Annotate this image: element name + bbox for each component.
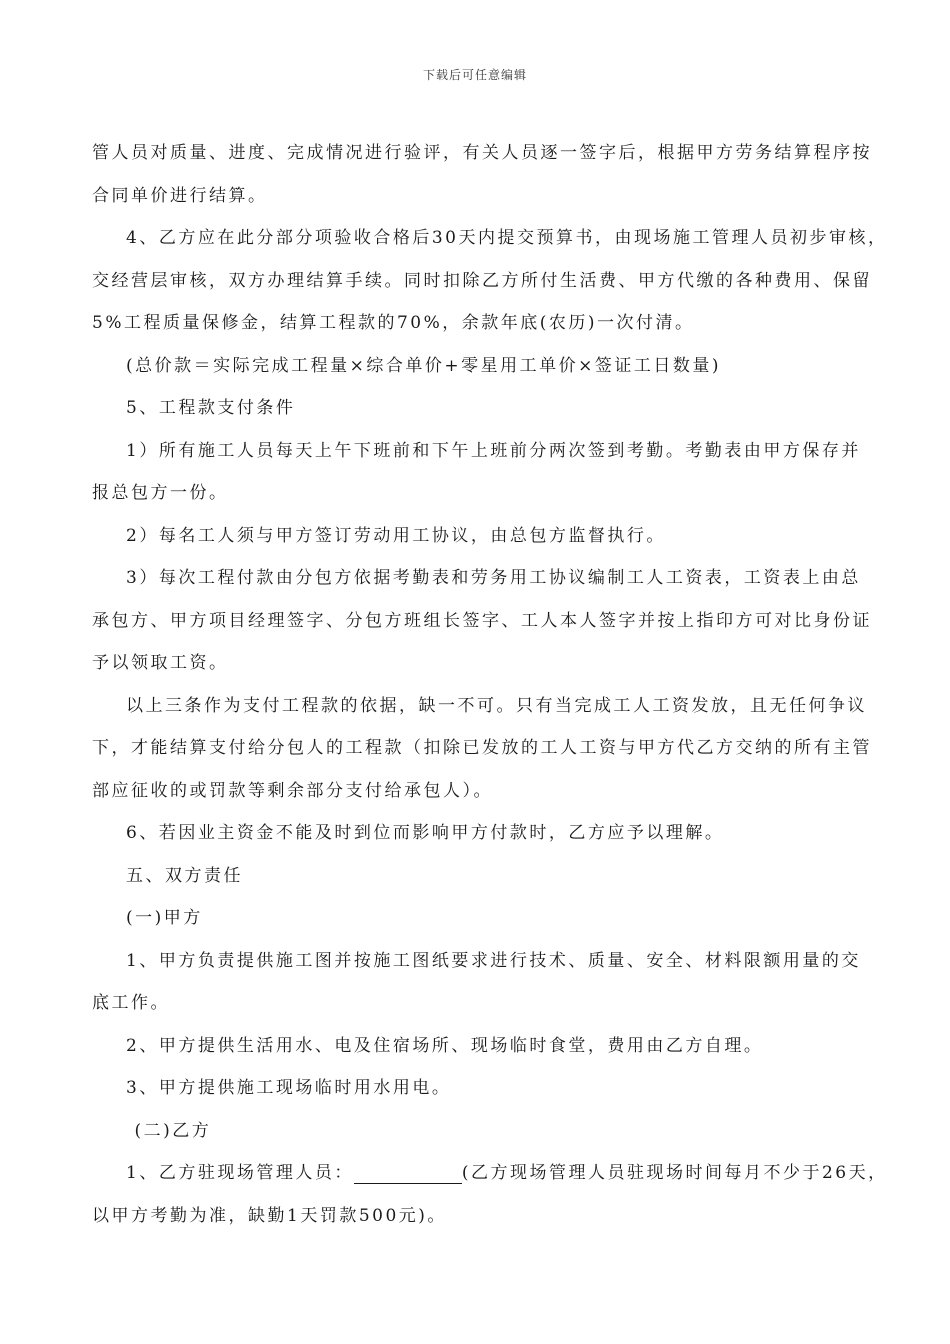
text-line: 4、乙方应在此分部分项验收合格后30天内提交预算书，由现场施工管理人员初步审核， xyxy=(126,228,888,248)
page-header-note: 下载后可任意编辑 xyxy=(422,68,527,82)
manager-note: (乙方现场管理人员驻现场时间每月不少于26天， xyxy=(461,1163,888,1183)
text-line: 承包方、甲方项目经理签字、分包方班组长签字、工人本人签字并按上指印方可对比身份证 xyxy=(92,610,872,631)
document-body xyxy=(92,132,888,1237)
text-line: (二)乙方 xyxy=(134,1120,212,1141)
text-line: 合同单价进行结算。 xyxy=(92,185,268,206)
manager-blank-line xyxy=(92,1152,888,1195)
text-line: 部应征收的或罚款等剩余部分支付给承包人）。 xyxy=(92,780,493,801)
text-line: 5%工程质量保修金，结算工程款的70%，余款年底(农历)一次付清。 xyxy=(92,313,695,333)
text-line: (总价款＝实际完成工程量×综合单价+零星用工单价×签证工日数量) xyxy=(126,355,721,376)
text-line: 底工作。 xyxy=(92,993,170,1013)
text-line: (一)甲方 xyxy=(126,908,203,928)
text-line: 以甲方考勤为准，缺勤1天罚款500元)。 xyxy=(92,1205,447,1226)
text-line: 3、甲方提供施工现场临时用水用电。 xyxy=(126,1078,452,1098)
manager-name-blank[interactable] xyxy=(354,1163,462,1184)
text-line: 3）每次工程付款由分包方依据考勤表和劳务用工协议编制工人工资表，工资表上由总 xyxy=(126,568,861,588)
text-line: 2、甲方提供生活用水、电及住宿场所、现场临时食堂，费用由乙方自理。 xyxy=(126,1035,764,1056)
text-line: 1、甲方负责提供施工图并按施工图纸要求进行技术、质量、安全、材料限额用量的交 xyxy=(126,950,861,971)
text-line: 五、双方责任 xyxy=(126,865,243,886)
text-line: 报总包方一份。 xyxy=(92,483,229,503)
text-line: 予以领取工资。 xyxy=(92,653,229,673)
text-line: 2）每名工人须与甲方签订劳动用工协议，由总包方监督执行。 xyxy=(126,525,666,546)
paragraph-lines xyxy=(92,132,888,1152)
text-line: 管人员对质量、进度、完成情况进行验评，有关人员逐一签字后，根据甲方劳务结算程序按 xyxy=(92,143,872,163)
manager-label: 1、乙方驻现场管理人员： xyxy=(126,1163,354,1183)
text-line: 以上三条作为支付工程款的依据，缺一不可。只有当完成工人工资发放，且无任何争议 xyxy=(126,695,867,716)
text-line: 下，才能结算支付给分包人的工程款（扣除已发放的工人工资与甲方代乙方交纳的所有主管 xyxy=(92,738,872,758)
text-line: 1）所有施工人员每天上午下班前和下午上班前分两次签到考勤。考勤表由甲方保存并 xyxy=(126,440,861,461)
text-line: 交经营层审核，双方办理结算手续。同时扣除乙方所付生活费、甲方代缴的各种费用、保留 xyxy=(92,270,872,291)
text-line: 5、工程款支付条件 xyxy=(126,398,296,418)
text-line: 6、若因业主资金不能及时到位而影响甲方付款时，乙方应予以理解。 xyxy=(126,823,725,843)
